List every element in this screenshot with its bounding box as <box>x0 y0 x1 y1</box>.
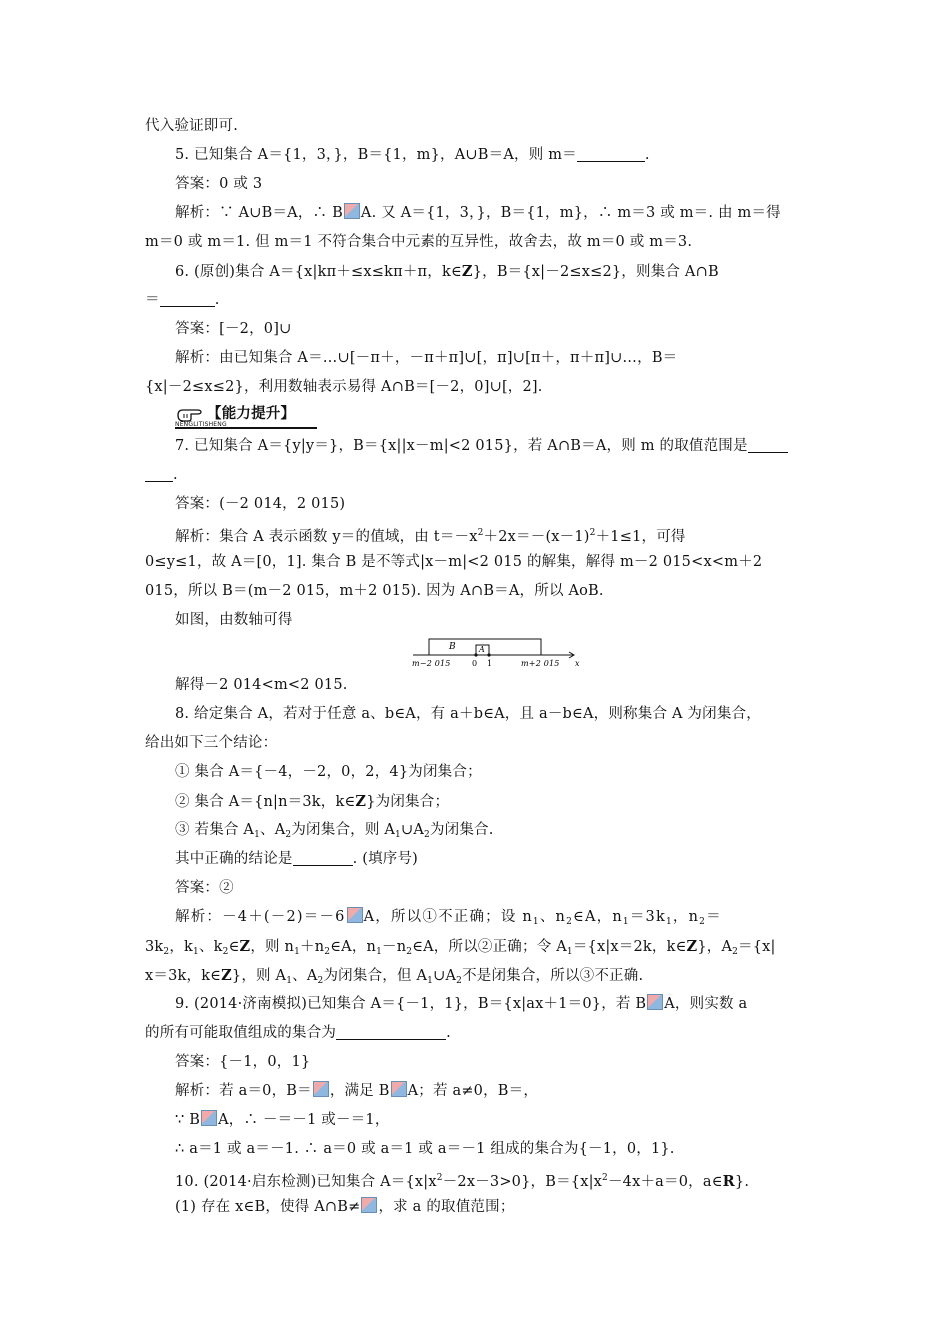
tick-label-right: m+2 015 <box>521 659 560 668</box>
solution-7-line-4: 如图，由数轴可得 <box>175 612 293 628</box>
solution-8-line-3: x＝3k，k∈Z}，则 $A_1$、$A_2$为闭集合，但 $A_1\cup A_2$不是闭集合，所以③不正确. <box>145 967 644 986</box>
number-line-diagram <box>411 635 583 671</box>
axis-label-x: x <box>575 659 580 668</box>
tick-label-0: 0 <box>472 659 478 668</box>
answer-8: 答案：② <box>175 880 234 896</box>
broken-image-icon <box>313 1081 329 1097</box>
broken-image-icon <box>391 1081 407 1097</box>
question-8-ask: 其中正确的结论是 . (填序号) <box>145 845 815 874</box>
text-line: 代入验证即可. <box>145 118 239 134</box>
answer-blank[interactable] <box>336 1021 446 1040</box>
question-7-cont: . <box>145 461 815 490</box>
answer-blank[interactable] <box>748 434 788 453</box>
tick-label-left: m−2 015 <box>412 659 451 668</box>
answer-7: 答案：(－2 014，2 015) <box>175 496 346 512</box>
document-page <box>145 112 815 1222</box>
solution-7-line-1: 解析：集合 A 表示函数 y＝的值域，由 $t=-x^2+2x=-(x-1)^2+1\le 1$，可得 <box>175 528 686 545</box>
figure-label-a: A <box>479 645 485 654</box>
pointing-hand-icon <box>177 406 205 422</box>
broken-image-icon <box>361 1197 377 1213</box>
answer-blank[interactable] <box>160 288 215 307</box>
answer-5: 答案：0 或 3 <box>175 176 263 192</box>
question-8: 8. 给定集合 A，若对于任意 a、b∈A，有 a＋b∈A，且 a－b∈A，则称集合 A 为闭集合， <box>175 706 761 722</box>
question-6-cont: ＝ . <box>145 286 815 315</box>
solution-7-line-2: 0≤y≤1，故 A＝[0，1]. 集合 B 是不等式|x－m|<2 015 的解集，解得 m－2 015<x<m＋2 <box>145 554 763 570</box>
statement-2: ② 集合 A＝{n|n＝3k，k∈Z}为闭集合； <box>175 793 450 810</box>
solution-6-line-2: {x|－2≤x≤2}，利用数轴表示易得 A∩B＝[－2，0]∪[，2]. <box>145 379 543 395</box>
question-9-cont: 的所有可能取值组成的集合为 . <box>145 1019 815 1048</box>
broken-image-icon <box>201 1110 217 1126</box>
broken-image-icon <box>347 907 363 923</box>
statement-3: ③ 若集合 $A_1$、$A_2$为闭集合，则 $A_1\cup A_2$为闭集合. <box>175 822 494 840</box>
question-9: 9. (2014·济南模拟)已知集合 A＝{－1，1}，B＝{x|ax＋1＝0}，若 B A，则实数 a <box>175 996 748 1012</box>
statement-1: ① 集合 A＝{－4，－2，0，2，4}为闭集合； <box>175 764 482 780</box>
question-10: 10. (2014·启东检测)已知集合 $A=\{x|x^2-2x-3>0\}$，$B=\{x|x^2-4x+a=0$，a∈R}. <box>175 1173 750 1190</box>
divider <box>175 427 317 429</box>
question-8-cont: 给出如下三个结论： <box>145 735 278 751</box>
tick-label-1: 1 <box>487 659 493 668</box>
solution-7-line-3: 015，所以 B＝(m－2 015，m＋2 015). 因为 A∩B＝A，所以 AoB. <box>145 583 604 599</box>
solution-7-result: 解得－2 014<m<2 015. <box>175 677 348 693</box>
question-5: 5. 已知集合 A＝{1，3，}，B＝{1，m}，A∪B＝A，则 m＝ . <box>145 141 815 170</box>
section-pinyin: NENGLITISHENG <box>175 421 227 428</box>
solution-9-line-2: ∵ B A，∴ －＝－1 或－＝1， <box>175 1112 390 1128</box>
figure-label-b: B <box>449 642 456 652</box>
answer-blank[interactable] <box>577 143 645 162</box>
solution-8-line-1: 解析：－4＋(－2)＝－6 A，所以①不正确；设 $n_1$、$n_2\in A$，$n_1=3k_1$，$n_2=$ <box>175 909 722 927</box>
section-title: 【能力提升】 <box>207 406 296 422</box>
broken-image-icon <box>344 203 360 219</box>
number-line-figure <box>145 635 815 671</box>
solution-5-line-1: 解析：∵ A∪B＝A，∴ B A. 又 A＝{1，3，}，B＝{1，m}，∴ m＝3 或 m＝. 由 m＝得 <box>175 205 781 221</box>
answer-blank[interactable] <box>145 463 173 482</box>
broken-image-icon <box>647 994 663 1010</box>
answer-blank[interactable] <box>293 847 353 866</box>
question-6: 6. (原创)集合 A＝{x|kπ＋≤x≤kπ＋π，k∈Z}，B＝{x|－2≤x≤2}，则集合 A∩B <box>175 263 719 280</box>
question-7: 7. 已知集合 A＝{y|y＝}，B＝{x||x－m|<2 015}，若 A∩B＝A，则 m 的取值范围是 <box>145 432 815 461</box>
solution-9-line-1: 解析：若 a＝0，B＝ ，满足 B A；若 a≠0，B＝， <box>175 1083 539 1099</box>
solution-9-line-3: ∴ a＝1 或 a＝－1. ∴ a＝0 或 a＝1 或 a＝－1 组成的集合为{－1，0，1}. <box>175 1141 675 1157</box>
solution-5-line-2: m＝0 或 m＝1. 但 m＝1 不符合集合中元素的互异性，故舍去，故 m＝0 或 m＝3. <box>145 234 693 250</box>
solution-8-line-2: $3k_2$，$k_1$、$k_2\in Z$，则 $n_1+n_2\in A$，$n_1-n_2\in A$，所以②正确；令 $A_1=\{x|x=2k$，k∈Z}，$A_2=\{x|$ <box>145 938 776 957</box>
question-10-part-1: (1) 存在 x∈B，使得 A∩B≠ ，求 a 的取值范围； <box>175 1199 515 1215</box>
answer-6: 答案：[－2，0]∪ <box>175 321 292 337</box>
solution-6-line-1: 解析：由已知集合 A＝…∪[－π＋，－π＋π]∪[，π]∪[π＋，π＋π]∪…，B＝ <box>175 350 678 366</box>
section-banner <box>145 402 815 432</box>
answer-9: 答案：{－1，0，1} <box>175 1054 311 1070</box>
